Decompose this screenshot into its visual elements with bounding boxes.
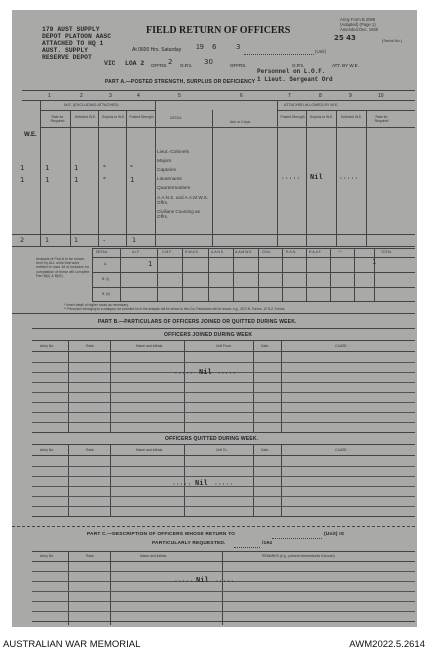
joined-header: Name and Initials. [136,344,164,348]
col-header: Surplus to W.E. [309,115,334,119]
rank-label: Civilians Counting as Offrs. [157,209,200,219]
unit-line: RESERVE DEPOT [42,54,92,61]
sub-row-label: A. [104,262,108,266]
group-attached: ATTACHED ALLOWED BY W.E. [284,103,339,107]
nil-stamp: Nil [310,174,323,182]
nil-dots: ····· [172,481,192,488]
nil-dots: ····· [214,481,234,488]
rank-label: Lieutenants [157,177,182,182]
row-value: 1 [130,176,135,184]
date-month: 6 [212,43,217,51]
row-value: - [130,162,133,170]
rank-label: A.A.N.S. and A.A.M.W.S. Offrs. [157,195,209,205]
unit-line: DEPOT PLATOON AASC [42,33,112,40]
sub-header: R.A.N. [286,250,296,254]
quitted-header: Army No. [40,448,55,452]
col-number: 3 [109,93,112,99]
joined-title: OFFICERS JOINED DURING WEEK [164,332,253,338]
col-header: Arm or Corps [230,120,251,124]
col-header: Deficient W.E. [340,115,363,119]
analysis-note: Analysis of Part A to be shown here by ALL units that were entitled to rows 18 of inclusive for compilation of these will complete Part B(II) & B(III). [36,257,90,278]
footer-institution: AUSTRALIAN WAR MEMORIAL [3,639,141,650]
sub-row-label: B. (ii) [102,292,110,296]
col-header: Posted Strength [129,115,154,119]
footer-accession-number: AWM2022.5.2614 [349,639,425,650]
row-value: - [103,162,106,170]
part-c-title: PART C.—DESCRIPTION OF OFFICERS WHOSE RETURN TO [87,532,236,537]
offrs-label: OFFRS. [230,63,247,68]
col-header: Rate for Required [374,115,389,123]
row-value: 1 [45,176,50,184]
joined-header: Unit From. [216,344,232,348]
col-header: Deficient W.E. [74,115,97,119]
part-b-title: PART B.—PARTICULARS OF OFFICERS JOINED OR QUITTED DURING WEEK. [98,319,297,325]
part-c-header: Rank. [86,554,95,558]
unit-label: (Unit) [315,49,326,54]
col-number: 7 [288,93,291,99]
col-header: DETAIL [170,116,182,120]
sub-header: A.A.N.S. [211,250,225,254]
nil-dots: ····· [281,175,301,182]
quitted-title: OFFICERS QUITTED DURING WEEK. [165,436,259,442]
col-number: 10 [378,93,384,99]
nil-dots: ····· [215,578,235,585]
col-header: Rate for Required [50,115,65,123]
sub-header: CIVIL [262,250,271,254]
part-a-title: PART A.—POSTED STRENGTH, SURPLUS OR DEFICIENCY [105,79,256,85]
nil-dots: ····· [339,175,359,182]
sub-row-label: B. (i) [102,277,110,281]
quitted-nil: Nil [195,480,208,488]
form-reference: Army Form B.2068 [340,17,376,22]
sub-header: A.A.M.W.S. [235,250,253,254]
total-value: 1 [132,236,137,244]
rank-label: Captains [157,168,176,173]
total-value: 1 [74,236,79,244]
col-header: Posted Strength [280,115,305,119]
sub-header: * * [338,250,342,254]
joined-header: Rank. [86,344,95,348]
nil-dots: ····· [174,370,194,377]
col-number: 8 [319,93,322,99]
quitted-header: Unit To. [216,448,228,452]
lieut-note: 1 Lieut. Sergeant Ord [257,76,333,83]
form-title: FIELD RETURN OF OFFICERS [146,25,291,36]
part-c-header: REMARKS (e.g., present whereabouts if known). [262,554,336,558]
offrs-value: 2 [168,58,173,66]
rank-label: Lieut.-Colonels [157,150,189,155]
rank-label: Majors [157,159,172,164]
group-we: W.E. (EXCLUDING ATTACHED) [64,103,119,107]
we-label: W.E. [24,132,37,138]
joined-nil: Nil [199,369,212,377]
unit-line: 179 AUST SUPPLY [42,26,100,33]
part-c-title-line2: PARTICULARLY REQUESTED. [152,541,226,546]
part-c-header: Name and Initials. [140,554,168,558]
total-value: 2 [20,236,25,244]
ors-label: O.R's. [292,63,305,68]
serial-label: (Serial No.) [382,38,403,43]
total-value: - [103,236,106,244]
offrs-label: OFFRS. [151,63,168,68]
loa-code: LOA 2 [125,60,145,67]
footnote: ** Personnel belonging to a category not provided for in the analysis will be shown in this Col. Particulars will be shown, e.g., 30 R.N. Forces, 10 N.Z. Forces. [64,307,286,311]
date-day: 19 [196,44,204,51]
row-value: 1 [74,176,79,184]
total-value: 1 [45,236,50,244]
sub-header: R.A.A.F. [309,250,322,254]
col-number: 6 [240,93,243,99]
quitted-header: Name and Initials. [136,448,164,452]
sub-value: 1 [148,260,153,268]
personnel-note: Personnel on L.O.F. [257,68,326,75]
serial-number: 25 43 [334,34,356,42]
unit-line: AUST. SUPPLY [42,47,89,54]
ors-value: 30 [204,58,213,66]
part-c-title-unit: (Unit) IS [324,532,345,537]
part-c-date: /194 [262,541,273,546]
form-reference: Amended Dec. 1940 [340,27,379,32]
att-note: ATT. BY W.E. [332,63,359,68]
row-value: 1 [45,164,50,172]
nil-dots: ····· [174,578,194,585]
col-number: 5 [178,93,181,99]
col-number: 2 [80,93,83,99]
col-header: Surplus to W.E. [101,115,126,119]
sub-header: C.M.F. [162,250,172,254]
quitted-header: Date. [261,448,270,452]
joined-header: Date. [261,344,270,348]
unit-line: ATTACHED TO HQ 1 [42,40,104,47]
joined-header: CAUSE. [335,344,348,348]
part-c-header: Army No. [40,554,55,558]
sub-value: 1 [372,258,377,266]
at-time-label: At 0600 Hrs. Saturday [132,47,182,53]
form-reference: (Adapted) (Page 1) [340,22,376,27]
sub-header: R.W.A.S. [185,250,199,254]
nil-dots: ····· [217,370,237,377]
quitted-header: CAUSE. [335,448,348,452]
quitted-header: Rank. [86,448,95,452]
footnote: * Insert detail of higher ranks as necessary. [64,303,129,307]
sub-header: TOTAL [381,250,392,254]
part-c-nil: Nil [196,577,209,585]
col-number: 4 [137,93,140,99]
joined-header: Army No. [40,344,55,348]
form-sheet [12,10,417,627]
footer-bar [0,636,429,653]
row-value: 1 [74,164,79,172]
sub-header: A.I.F. [132,250,140,254]
state-code: VIC [104,60,116,67]
row-value: - [103,174,106,182]
col-number: 9 [349,93,352,99]
row-value: 1 [20,176,25,184]
rank-label: Quartermasters [157,186,191,191]
col-number: 1 [48,93,51,99]
date-year: 3 [236,43,241,51]
ors-label: O.R's. [180,63,193,68]
sub-header: DETAIL [96,250,108,254]
row-value: 1 [20,164,25,172]
